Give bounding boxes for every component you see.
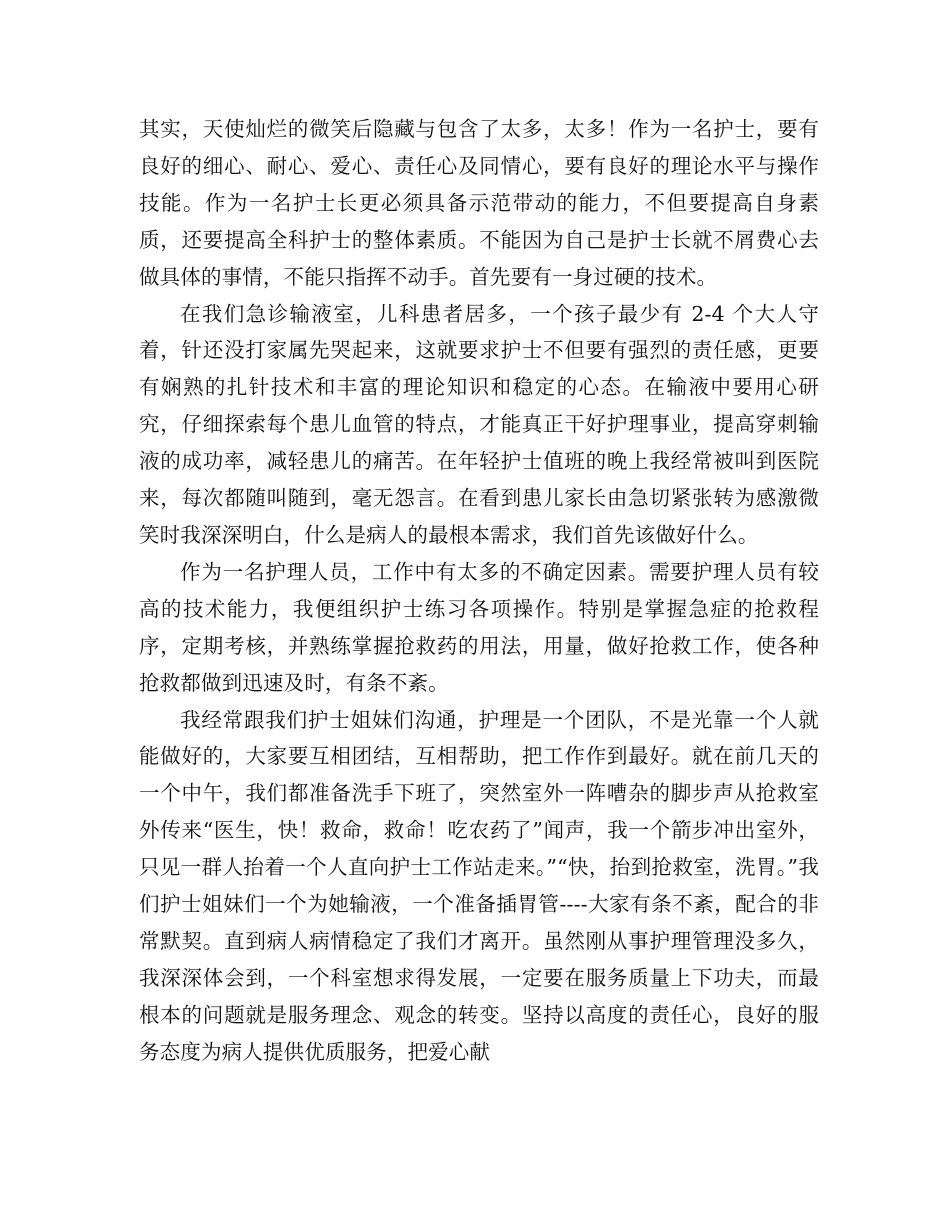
paragraph-3: 作为一名护理人员，工作中有太多的不确定因素。需要护理人员有较高的技术能力，我便组织护士练习各项操作。特别是掌握急症的抢救程序，定期考核，并熟练掌握抢救药的用法，用量，做好抢救工作，使各种抢救都做到迅速及时，有条不紊。 — [139, 559, 819, 695]
document-body — [139, 111, 819, 1071]
paragraph-1: 其实，天使灿烂的微笑后隐藏与包含了太多，太多！作为一名护士，要有良好的细心、耐心、爱心、责任心及同情心，要有良好的理论水平与操作技能。作为一名护士长更必须具备示范带动的能力，不但要提高自身素质，还要提高全科护士的整体素质。不能因为自己是护士长就不屑费心去做具体的事情，不能只指挥不动手。首先要有一身过硬的技术。 — [139, 117, 819, 289]
paragraph-4: 我经常跟我们护士姐妹们沟通，护理是一个团队，不是光靠一个人就能做好的，大家要互相团结，互相帮助，把工作作到最好。就在前几天的一个中午，我们都准备洗手下班了，突然室外一阵嘈杂的脚步声从抢救室外传来“医生，快！救命，救命！吃农药了”闻声，我一个箭步冲出室外，只见一群人抬着一个人直向护士工作站走来。”“快，抬到抢救室，洗胃。”我们护士姐妹们一个为她输液，一个准备插胃管----大家有条不紊，配合的非常默契。直到病人病情稳定了我们才离开。虽然刚从事护理管理没多久，我深深体会到，一个科室想求得发展，一定要在服务质量上下功夫，而最根本的问题就是服务理念、观念的转变。坚持以高度的责任心，良好的服务态度为病人提供优质服务，把爱心献 — [139, 707, 819, 1064]
paragraph-2: 在我们急诊输液室，儿科患者居多，一个孩子最少有 2-4 个大人守着，针还没打家属先哭起来，这就要求护士不但要有强烈的责任感，更要有娴熟的扎针技术和丰富的理论知识和稳定的心态。在输液中要用心研究，仔细探索每个患儿血管的特点，才能真正干好护理事业，提高穿刺输液的成功率，减轻患儿的痛苦。在年轻护士值班的晚上我经常被叫到医院来，每次都随叫随到，毫无怨言。在看到患儿家长由急切紧张转为感激微笑时我深深明白，什么是病人的最根本需求，我们首先该做好什么。 — [139, 301, 819, 547]
